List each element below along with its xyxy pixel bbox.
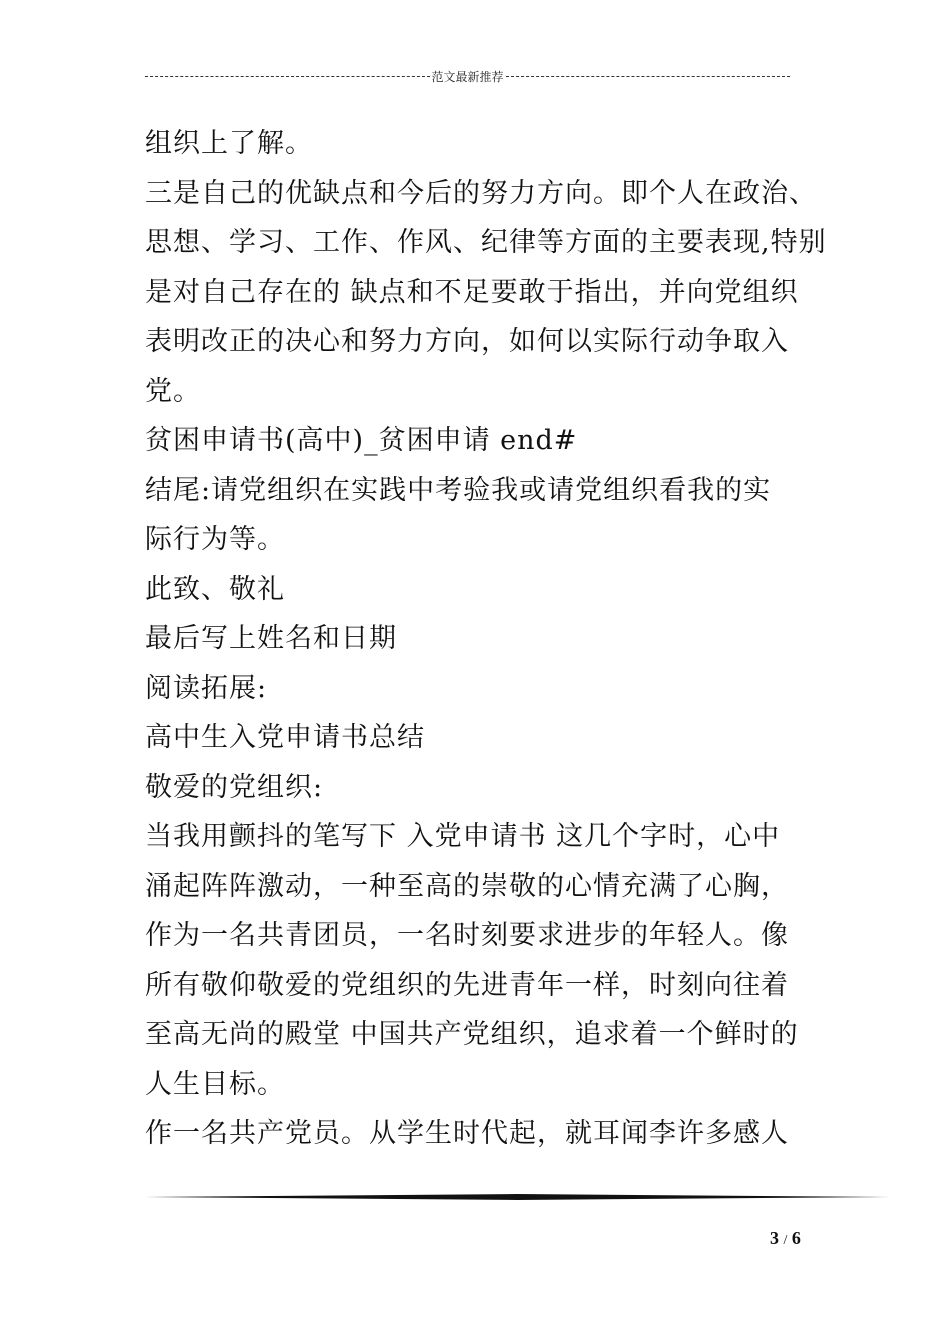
body-line: 所有敬仰敬爱的党组织的先进青年一样，时刻向往着	[145, 969, 789, 1001]
body-line: 贫困申请书(高中)_贫困申请 end#	[145, 425, 578, 456]
body-line: 至高无尚的殿堂 中国共产党组织，追求着一个鲜时的	[145, 1019, 799, 1050]
body-line: 结尾:请党组织在实践中考验我或请党组织看我的实	[145, 474, 772, 506]
body-line: 作为一名共青团员，一名时刻要求进步的年轻人。像	[145, 920, 789, 951]
document-body	[145, 119, 825, 1159]
page-current: 3	[770, 1228, 779, 1248]
body-line: 涌起阵阵激动，一种至高的崇敬的心情充满了心胸，	[145, 870, 789, 902]
header-dash-right	[506, 76, 791, 77]
body-line: 最后写上姓名和日期	[145, 623, 397, 654]
header-title: 范文最新推荐	[431, 69, 504, 84]
header-dash-left	[145, 76, 430, 77]
body-line: 当我用颤抖的笔写下 入党申请书 这几个字时，心中	[145, 821, 781, 852]
page-total: 6	[791, 1228, 801, 1248]
body-line: 此致、敬礼	[145, 573, 285, 605]
body-line: 敬爱的党组织:	[145, 771, 324, 803]
body-line: 三是自己的优缺点和今后的努力方向。即个人在政治、	[145, 177, 817, 209]
body-line: 是对自己存在的 缺点和不足要敢于指出，并向党组织	[145, 276, 799, 308]
body-line: 人生目标。	[145, 1068, 285, 1100]
page-number	[770, 1228, 830, 1249]
body-line: 际行为等。	[145, 524, 285, 555]
body-line: 思想、学习、工作、作风、纪律等方面的主要表现,特别	[145, 227, 827, 258]
footer-rule	[145, 1194, 890, 1200]
body-line: 高中生入党申请书总结	[145, 722, 425, 753]
page-header	[145, 66, 790, 86]
body-line: 表明改正的决心和努力方向，如何以实际行动争取入	[145, 326, 789, 357]
body-line: 组织上了解。	[145, 128, 313, 159]
body-line: 党。	[145, 375, 201, 407]
page-separator: /	[783, 1233, 788, 1248]
body-line: 阅读拓展:	[145, 672, 268, 704]
body-line: 作一名共产党员。从学生时代起，就耳闻李许多感人	[145, 1118, 789, 1149]
footer-rule-graphic	[145, 1194, 890, 1200]
